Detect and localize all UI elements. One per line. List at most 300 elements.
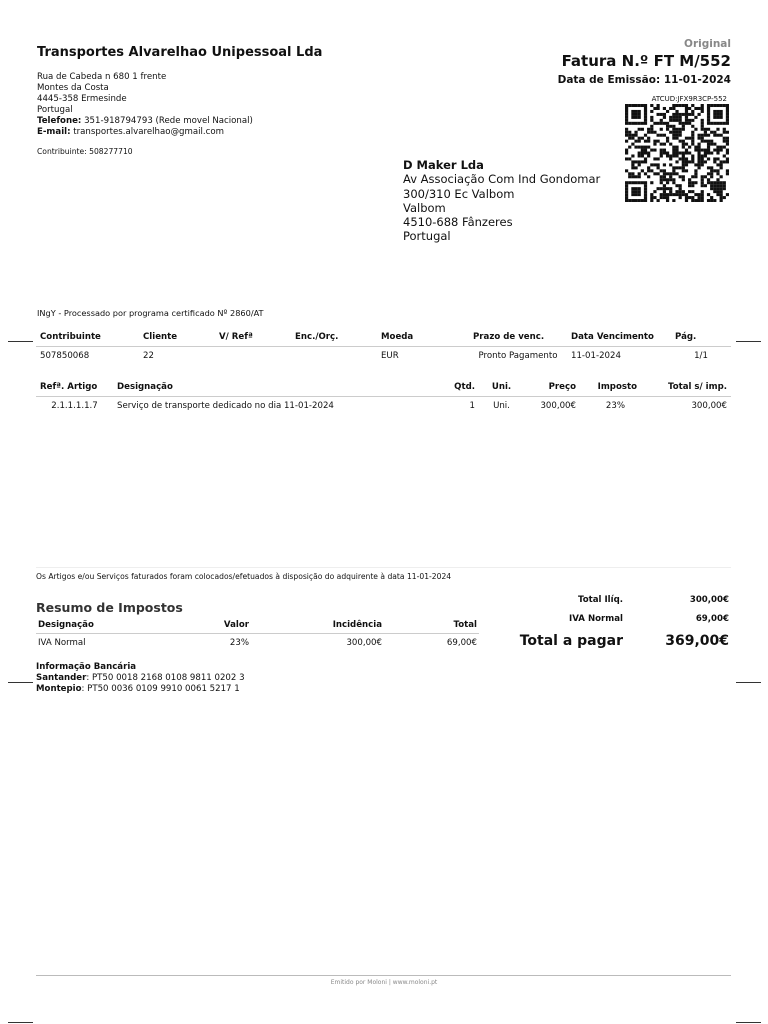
qr-module bbox=[663, 190, 666, 193]
qr-module bbox=[625, 140, 628, 143]
qr-module bbox=[679, 166, 682, 169]
qr-module bbox=[691, 110, 694, 113]
qr-module bbox=[694, 172, 697, 175]
column-header: Imposto bbox=[580, 378, 641, 397]
qr-module bbox=[663, 193, 666, 196]
qr-module bbox=[694, 169, 697, 172]
qr-module bbox=[650, 169, 653, 172]
qr-module bbox=[625, 181, 628, 184]
total-net-row bbox=[480, 590, 731, 609]
qr-module bbox=[657, 163, 660, 166]
qr-module bbox=[672, 104, 675, 107]
qr-module bbox=[701, 149, 704, 152]
qr-module bbox=[710, 181, 713, 184]
qr-module bbox=[650, 128, 653, 131]
qr-module bbox=[691, 175, 694, 178]
qr-module bbox=[641, 152, 644, 155]
qr-module bbox=[682, 154, 685, 157]
qr-module bbox=[679, 104, 682, 107]
qr-module bbox=[631, 172, 634, 175]
qr-module bbox=[634, 146, 637, 149]
qr-module bbox=[716, 128, 719, 131]
qr-module bbox=[679, 157, 682, 160]
qr-module bbox=[726, 119, 729, 122]
qr-module bbox=[634, 140, 637, 143]
qr-module bbox=[710, 184, 713, 187]
qr-module bbox=[697, 160, 700, 163]
qr-module bbox=[688, 107, 691, 110]
address-line: Rua de Cabeda n 680 1 frente bbox=[37, 72, 167, 82]
qr-module bbox=[663, 187, 666, 190]
qr-module bbox=[707, 119, 710, 122]
client-address-line: 300/310 Ec Valbom bbox=[403, 186, 515, 201]
qr-module bbox=[679, 193, 682, 196]
qr-module bbox=[672, 178, 675, 181]
qr-module bbox=[691, 160, 694, 163]
qr-module bbox=[666, 110, 669, 113]
qr-module bbox=[675, 134, 678, 137]
qr-module bbox=[669, 154, 672, 157]
qr-module bbox=[688, 181, 691, 184]
qr-module bbox=[716, 190, 719, 193]
qr-module bbox=[726, 107, 729, 110]
qr-module bbox=[663, 184, 666, 187]
qr-module bbox=[679, 134, 682, 137]
qr-module bbox=[710, 196, 713, 199]
qr-module bbox=[672, 166, 675, 169]
qr-code bbox=[625, 104, 729, 202]
qr-module bbox=[697, 146, 700, 149]
qr-module bbox=[710, 104, 713, 107]
qr-module bbox=[666, 140, 669, 143]
qr-module bbox=[660, 152, 663, 155]
qr-module bbox=[697, 163, 700, 166]
qr-module bbox=[720, 104, 723, 107]
qr-module bbox=[726, 193, 729, 196]
qr-module bbox=[628, 131, 631, 134]
qr-module bbox=[647, 128, 650, 131]
qr-module bbox=[669, 178, 672, 181]
qr-module bbox=[625, 199, 628, 202]
qr-module bbox=[682, 178, 685, 181]
qr-module bbox=[720, 175, 723, 178]
table-cell: Uni. bbox=[493, 401, 510, 411]
qr-module bbox=[672, 169, 675, 172]
qr-module bbox=[634, 113, 637, 116]
address-line: Montes da Costa bbox=[37, 83, 109, 93]
qr-module bbox=[685, 196, 688, 199]
qr-module bbox=[625, 193, 628, 196]
qr-module bbox=[694, 149, 697, 152]
qr-module bbox=[697, 199, 700, 202]
qr-module bbox=[660, 119, 663, 122]
qr-module bbox=[720, 149, 723, 152]
qr-module bbox=[672, 146, 675, 149]
qr-module bbox=[644, 107, 647, 110]
client-address-line: Portugal bbox=[403, 229, 451, 244]
qr-module bbox=[634, 134, 637, 137]
qr-module bbox=[638, 140, 641, 143]
address-line: 4445-358 Ermesinde bbox=[37, 94, 127, 104]
qr-module bbox=[675, 149, 678, 152]
qr-module bbox=[691, 184, 694, 187]
qr-module bbox=[638, 172, 641, 175]
qr-module bbox=[716, 169, 719, 172]
qr-module bbox=[628, 122, 631, 125]
qr-module bbox=[644, 187, 647, 190]
qr-module bbox=[638, 128, 641, 131]
qr-module bbox=[625, 116, 628, 119]
qr-module bbox=[691, 157, 694, 160]
table-row bbox=[36, 634, 479, 652]
qr-module bbox=[682, 113, 685, 116]
qr-module bbox=[679, 131, 682, 134]
issuer-address bbox=[37, 72, 253, 138]
qr-module bbox=[710, 122, 713, 125]
qr-module bbox=[638, 122, 641, 125]
qr-module bbox=[669, 143, 672, 146]
qr-module bbox=[638, 137, 641, 140]
qr-module bbox=[697, 196, 700, 199]
qr-module bbox=[713, 184, 716, 187]
qr-module bbox=[628, 181, 631, 184]
qr-module bbox=[631, 116, 634, 119]
column-header: Preço bbox=[524, 378, 580, 397]
table-row bbox=[36, 397, 731, 416]
qr-module bbox=[657, 107, 660, 110]
qr-module bbox=[660, 113, 663, 116]
column-header: Refª. Artigo bbox=[36, 378, 113, 397]
qr-module bbox=[625, 157, 628, 160]
fold-mark bbox=[736, 682, 761, 683]
qr-module bbox=[701, 104, 704, 107]
qr-module bbox=[707, 166, 710, 169]
qr-module bbox=[660, 149, 663, 152]
qr-module bbox=[697, 134, 700, 137]
qr-module bbox=[675, 113, 678, 116]
qr-module bbox=[682, 175, 685, 178]
qr-module bbox=[625, 131, 628, 134]
column-header: Designação bbox=[36, 617, 181, 634]
qr-module bbox=[672, 149, 675, 152]
qr-module bbox=[710, 140, 713, 143]
qr-module bbox=[701, 122, 704, 125]
qr-module bbox=[672, 131, 675, 134]
tax-summary-table bbox=[36, 617, 479, 651]
qr-module bbox=[707, 193, 710, 196]
qr-module bbox=[723, 140, 726, 143]
qr-module bbox=[650, 110, 653, 113]
qr-module bbox=[720, 187, 723, 190]
qr-module bbox=[631, 134, 634, 137]
document-meta-table bbox=[36, 328, 731, 365]
table-cell: 507850068 bbox=[40, 351, 90, 361]
qr-module bbox=[710, 199, 713, 202]
qr-module bbox=[720, 190, 723, 193]
qr-module bbox=[720, 110, 723, 113]
qr-module bbox=[701, 175, 704, 178]
qr-module bbox=[631, 190, 634, 193]
qr-module bbox=[669, 175, 672, 178]
qr-module bbox=[669, 116, 672, 119]
qr-module bbox=[691, 143, 694, 146]
qr-module bbox=[628, 104, 631, 107]
footer-text: Emitido por Moloni | www.moloni.pt bbox=[330, 979, 438, 986]
qr-module bbox=[713, 134, 716, 137]
bank-account: Santander: PT50 0018 2168 0108 9811 0202 3 bbox=[36, 673, 245, 683]
qr-module bbox=[704, 152, 707, 155]
total-vat-value: 69,00€ bbox=[695, 613, 729, 624]
table-cell: 23% bbox=[229, 637, 249, 648]
qr-module bbox=[716, 152, 719, 155]
qr-module bbox=[631, 154, 634, 157]
qr-module bbox=[710, 143, 713, 146]
qr-module bbox=[647, 169, 650, 172]
qr-module bbox=[679, 140, 682, 143]
total-net-value: 300,00€ bbox=[689, 594, 729, 605]
qr-module bbox=[666, 199, 669, 202]
qr-module bbox=[647, 146, 650, 149]
qr-module bbox=[628, 157, 631, 160]
disposal-note: Os Artigos e/ou Serviços faturados foram colocados/efetuados à disposição do adquirente à data 11-01-2024 bbox=[36, 572, 452, 581]
qr-module bbox=[660, 178, 663, 181]
qr-module bbox=[679, 190, 682, 193]
column-header: Data Vencimento bbox=[567, 328, 671, 347]
issuer-name: Transportes Alvarelhao Unipessoal Lda bbox=[37, 45, 323, 60]
qr-module bbox=[701, 110, 704, 113]
qr-module bbox=[691, 125, 694, 128]
qr-module bbox=[720, 199, 723, 202]
qr-module bbox=[701, 157, 704, 160]
qr-module bbox=[723, 187, 726, 190]
qr-module bbox=[625, 187, 628, 190]
qr-module bbox=[666, 128, 669, 131]
qr-module bbox=[694, 163, 697, 166]
qr-module bbox=[701, 160, 704, 163]
address-line: Portugal bbox=[37, 105, 73, 115]
qr-module bbox=[644, 193, 647, 196]
qr-module bbox=[720, 193, 723, 196]
qr-module bbox=[666, 196, 669, 199]
client-block bbox=[403, 158, 600, 244]
qr-module bbox=[701, 181, 704, 184]
bank-info-title: Informação Bancária bbox=[36, 662, 137, 672]
qr-module bbox=[644, 157, 647, 160]
fold-mark bbox=[736, 341, 761, 342]
qr-module bbox=[634, 131, 637, 134]
qr-module bbox=[716, 193, 719, 196]
qr-module bbox=[704, 149, 707, 152]
qr-module bbox=[685, 137, 688, 140]
qr-module bbox=[644, 190, 647, 193]
qr-module bbox=[638, 152, 641, 155]
qr-module bbox=[726, 110, 729, 113]
qr-module bbox=[713, 122, 716, 125]
atcud-code: ATCUD:JFX9R3CP-552 bbox=[651, 95, 727, 103]
qr-module bbox=[657, 140, 660, 143]
qr-module bbox=[688, 137, 691, 140]
qr-module bbox=[726, 137, 729, 140]
qr-module bbox=[644, 149, 647, 152]
qr-module bbox=[694, 116, 697, 119]
bank-account: Montepio: PT50 0036 0109 9910 0061 5217 1 bbox=[36, 684, 240, 694]
qr-module bbox=[628, 134, 631, 137]
qr-module bbox=[653, 196, 656, 199]
qr-module bbox=[701, 184, 704, 187]
qr-module bbox=[691, 131, 694, 134]
qr-module bbox=[720, 181, 723, 184]
qr-module bbox=[675, 166, 678, 169]
emission-date: Data de Emissão: 11-01-2024 bbox=[557, 74, 731, 86]
qr-module bbox=[716, 146, 719, 149]
qr-module bbox=[650, 119, 653, 122]
qr-module bbox=[723, 137, 726, 140]
qr-module bbox=[625, 149, 628, 152]
qr-module bbox=[634, 122, 637, 125]
fold-mark bbox=[736, 1022, 761, 1023]
column-header: V/ Refª bbox=[215, 328, 291, 347]
qr-module bbox=[697, 149, 700, 152]
qr-module bbox=[634, 116, 637, 119]
qr-module bbox=[691, 119, 694, 122]
qr-module bbox=[720, 196, 723, 199]
qr-module bbox=[716, 134, 719, 137]
qr-module bbox=[726, 131, 729, 134]
qr-module bbox=[631, 104, 634, 107]
qr-module bbox=[707, 172, 710, 175]
qr-module bbox=[723, 131, 726, 134]
qr-module bbox=[631, 193, 634, 196]
column-header: Prazo de venc. bbox=[469, 328, 567, 347]
qr-module bbox=[707, 128, 710, 131]
qr-module bbox=[704, 134, 707, 137]
qr-module bbox=[660, 143, 663, 146]
qr-module bbox=[701, 196, 704, 199]
qr-module bbox=[701, 134, 704, 137]
qr-module bbox=[716, 116, 719, 119]
qr-module bbox=[713, 169, 716, 172]
qr-module bbox=[685, 157, 688, 160]
qr-module bbox=[726, 152, 729, 155]
qr-module bbox=[644, 152, 647, 155]
qr-module bbox=[688, 152, 691, 155]
qr-module bbox=[685, 193, 688, 196]
qr-module bbox=[660, 175, 663, 178]
issuer-email: E-mail: transportes.alvarelhao@gmail.com bbox=[37, 127, 225, 137]
qr-module bbox=[653, 190, 656, 193]
qr-module bbox=[663, 152, 666, 155]
qr-module bbox=[694, 199, 697, 202]
qr-module bbox=[707, 134, 710, 137]
qr-module bbox=[631, 122, 634, 125]
qr-module bbox=[644, 146, 647, 149]
qr-module bbox=[675, 119, 678, 122]
table-cell: 22 bbox=[143, 351, 154, 361]
qr-module bbox=[694, 107, 697, 110]
table-cell: 300,00€ bbox=[691, 401, 727, 411]
qr-module bbox=[669, 107, 672, 110]
qr-module bbox=[660, 196, 663, 199]
qr-module bbox=[644, 116, 647, 119]
qr-module bbox=[638, 110, 641, 113]
qr-module bbox=[631, 199, 634, 202]
qr-module bbox=[672, 172, 675, 175]
qr-module bbox=[625, 128, 628, 131]
qr-module bbox=[688, 190, 691, 193]
total-vat-label: IVA Normal bbox=[569, 613, 623, 624]
column-header: Qtd. bbox=[443, 378, 479, 397]
qr-module bbox=[723, 196, 726, 199]
qr-module bbox=[682, 125, 685, 128]
qr-module bbox=[638, 146, 641, 149]
qr-module bbox=[713, 131, 716, 134]
qr-module bbox=[675, 104, 678, 107]
qr-module bbox=[710, 175, 713, 178]
qr-module bbox=[723, 184, 726, 187]
qr-module bbox=[669, 187, 672, 190]
qr-module bbox=[720, 146, 723, 149]
qr-module bbox=[644, 122, 647, 125]
qr-module bbox=[641, 104, 644, 107]
qr-module bbox=[707, 178, 710, 181]
issuer-phone: Telefone: 351-918794793 (Rede movel Nacional) bbox=[37, 116, 253, 126]
qr-module bbox=[644, 110, 647, 113]
qr-module bbox=[657, 122, 660, 125]
qr-module bbox=[691, 113, 694, 116]
qr-module bbox=[697, 137, 700, 140]
qr-module bbox=[666, 125, 669, 128]
qr-module bbox=[631, 187, 634, 190]
qr-module bbox=[694, 175, 697, 178]
qr-module bbox=[716, 104, 719, 107]
qr-module bbox=[663, 113, 666, 116]
qr-module bbox=[685, 104, 688, 107]
totals-table bbox=[480, 590, 731, 654]
qr-module bbox=[720, 160, 723, 163]
qr-module bbox=[663, 169, 666, 172]
qr-module bbox=[682, 160, 685, 163]
table-cell: 300,00€ bbox=[346, 637, 382, 648]
client-address-line: Valbom bbox=[403, 200, 446, 215]
qr-module bbox=[625, 113, 628, 116]
table-cell: 69,00€ bbox=[446, 637, 477, 648]
qr-module bbox=[672, 199, 675, 202]
qr-module bbox=[720, 184, 723, 187]
total-net-label: Total Ilíq. bbox=[578, 594, 623, 605]
qr-module bbox=[701, 128, 704, 131]
qr-module bbox=[638, 181, 641, 184]
qr-module bbox=[625, 184, 628, 187]
qr-module bbox=[675, 172, 678, 175]
qr-module bbox=[701, 140, 704, 143]
qr-module bbox=[704, 160, 707, 163]
qr-module bbox=[697, 157, 700, 160]
qr-module bbox=[704, 175, 707, 178]
qr-module bbox=[688, 184, 691, 187]
qr-module bbox=[675, 152, 678, 155]
qr-module bbox=[679, 122, 682, 125]
table-header-row bbox=[36, 328, 731, 347]
qr-module bbox=[641, 169, 644, 172]
fold-mark bbox=[8, 341, 33, 342]
qr-module bbox=[631, 160, 634, 163]
fold-mark bbox=[8, 682, 33, 683]
qr-module bbox=[682, 140, 685, 143]
qr-module bbox=[634, 166, 637, 169]
qr-module bbox=[653, 163, 656, 166]
table-cell bbox=[291, 347, 377, 366]
qr-module bbox=[713, 187, 716, 190]
